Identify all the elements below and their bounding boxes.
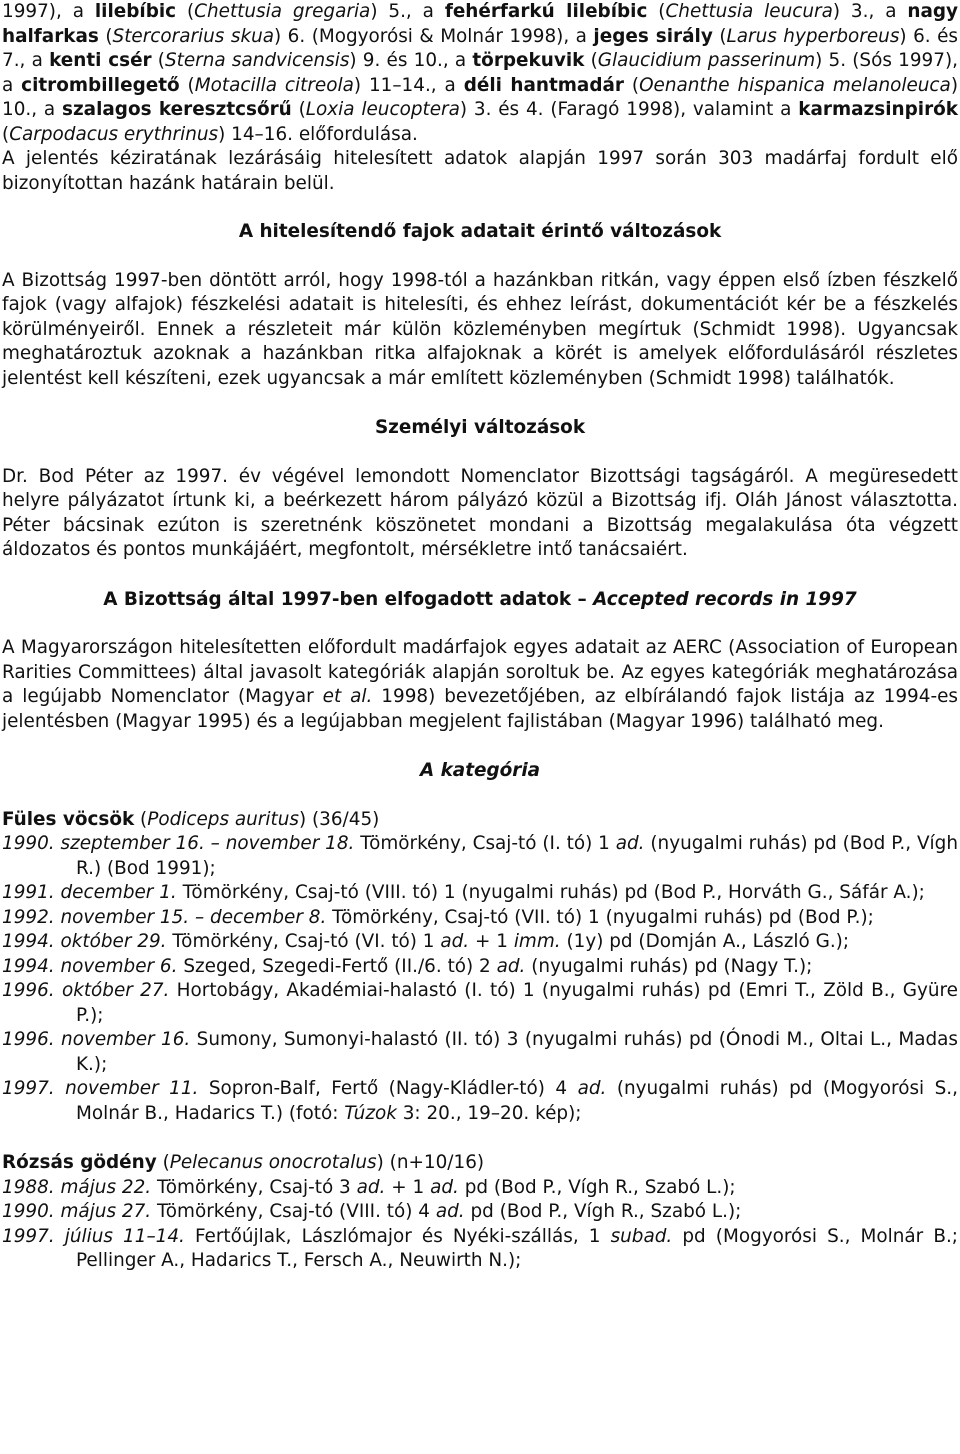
species-latin: Pelecanus onocrotalus <box>169 1152 377 1173</box>
text-run: A Magyarországon hitelesítetten előfordult madárfajok egyes adatait az AERC (Association of European Rarities Committees) által javasolt kategóriák alapján soroltuk be. Az egyes kategóriák meghatározása a legújabb Nomenclator (Magyar <box>2 637 958 707</box>
text-run: Hortobágy, Akadémiai-halastó (I. tó) 1 (nyugalmi ruhás) pd (Emri T., Zöld B., Gyüre P.); <box>76 980 958 1026</box>
category-a-title <box>2 759 958 784</box>
text-run: ( <box>2 123 10 145</box>
italic-text: 1997. július 11–14. <box>2 1225 185 1247</box>
record-entry <box>2 881 958 906</box>
section-title-personal: Személyi változások <box>374 417 586 438</box>
bold-text: jeges sirály <box>593 25 713 47</box>
text-run: ) 3. és 4. (Faragó 1998), valamint a <box>459 99 799 120</box>
bold-text: déli hantmadár <box>463 74 624 96</box>
category-a-title-text: A kategória <box>419 760 541 781</box>
italic-text: 1994. október 29. <box>2 931 167 952</box>
bold-text: lilebíbic <box>94 1 177 22</box>
text-run: Tömörkény, Csaj-tó (VIII. tó) 1 (nyugalmi ruhás) pd (Bod P., Horváth G., Sáfár A.); <box>176 882 925 903</box>
italic-text: 1997. november 11. <box>2 1078 199 1099</box>
bold-text: nagy halfarkas <box>2 1 959 47</box>
text-run: 1998) bevezetőjében, az elbírálandó fajok listája az 1994-es jelentésben (Magyar 1995) és a legújabban megjelent fajlistában (Magyar 1996) található meg. <box>2 686 958 732</box>
species-heading: Rózsás gödény (Pelecanus onocrotalus) (n+10/16) <box>2 1152 485 1173</box>
record-entry <box>2 906 958 931</box>
text-run: + 1 <box>469 931 514 952</box>
text-run: Tömörkény, Csaj-tó (VII. tó) 1 (nyugalmi ruhás) pd (Bod P.); <box>326 906 874 928</box>
text-run: pd (Mogyorósi S., Molnár B.; Pellinger A., Hadarics T., Fersch A., Neuwirth N.); <box>76 1225 958 1271</box>
bold-text: kenti csér <box>49 50 152 71</box>
section-body-personal: Dr. Bod Péter az 1997. év végével lemondott Nomenclator Bizottsági tagságáról. A megüresedett helyre pályázatot írtunk ki, a beérkezett három pályázó közül a Bizottság ifj. Oláh Jánost választotta. Péter bácsinak ezúton is szeretnénk köszönetet mondani a Bizottság megalakulása óta végzett áldozatos és pontos munkájáért, megfontolt, mérsékletre intő tanácsaiért. <box>2 465 958 560</box>
text-run: ( <box>647 1 666 22</box>
bold-text: törpekuvik <box>472 50 585 71</box>
italic-text: Glaucidium passerinum <box>597 50 816 71</box>
record-entry <box>2 930 958 955</box>
italic-text: Stercorarius skua <box>112 25 275 47</box>
italic-text: ad. <box>356 1176 386 1198</box>
species-count: (n+10/16) <box>389 1152 485 1173</box>
text-run: 1997), a <box>2 1 95 22</box>
text-run: ( <box>151 50 165 71</box>
record-entry <box>2 979 958 1028</box>
text-run: + 1 <box>385 1176 431 1198</box>
text-run: Tömörkény, Csaj-tó (I. tó) 1 <box>354 833 616 854</box>
record-entry <box>2 1028 958 1077</box>
italic-text: Loxia leucoptera <box>305 99 460 120</box>
text-run: ( <box>712 25 727 47</box>
record-entry <box>2 955 958 980</box>
text-run: ( <box>176 1 195 22</box>
italic-text: Chettusia gregaria <box>194 1 371 22</box>
text-run: Szeged, Szegedi-Fertő (II./6. tó) 2 <box>177 955 497 977</box>
species-heading: Füles vöcsök (Podiceps auritus) (36/45) <box>2 808 380 830</box>
text-run: Fertőújlak, Lászlómajor és Nyéki-szállás, 1 <box>184 1225 611 1247</box>
bold-text: szalagos keresztcsőrű <box>62 99 292 120</box>
italic-text: Larus hyperboreus <box>726 25 900 47</box>
italic-text: 1996. november 16. <box>2 1029 191 1050</box>
text-run: (nyugalmi ruhás) pd (Bod P., Vígh R.) (Bod 1991); <box>76 833 958 879</box>
italic-text: ad. <box>440 931 470 952</box>
text-run: pd (Bod P., Vígh R., Szabó L.); <box>458 1176 736 1198</box>
italic-text: Carpodacus erythrinus <box>9 123 219 145</box>
intro-summary: A jelentés kéziratának lezárásáig hitelesített adatok alapján 1997 során 303 madárfaj fordult elő bizonyítottan hazánk határain belül. <box>2 148 958 194</box>
text-run: ) 6. (Mogyorósi & Molnár 1998), a <box>274 25 594 47</box>
section-body-accepted <box>2 636 958 734</box>
text-run: 3: 20., 19–20. kép); <box>396 1102 582 1124</box>
section-title-accepted <box>2 588 958 613</box>
italic-text: ad. <box>435 1201 465 1222</box>
italic-text: ad. <box>430 1176 459 1198</box>
record-entry <box>2 1077 958 1126</box>
record-entry <box>2 1200 958 1225</box>
text-run: ) 5., a <box>370 1 445 22</box>
text-run: Tömörkény, Csaj-tó (VI. tó) 1 <box>166 931 441 952</box>
italic-text: 1991. december 1. <box>2 882 177 903</box>
species-latin: Podiceps auritus <box>147 808 299 830</box>
text-run: Tömörkény, Csaj-tó 3 <box>151 1176 357 1198</box>
species-list <box>2 808 958 1274</box>
text-run: pd (Bod P., Vígh R., Szabó L.); <box>464 1201 742 1222</box>
italic-text: imm. <box>513 931 561 952</box>
section-title-changes: A hitelesítendő fajok adatait érintő változások <box>238 221 722 242</box>
text-run: (nyugalmi ruhás) pd (Mogyorósi S., Molnár B., Hadarics T.) (fotó: <box>76 1078 958 1124</box>
text-run: ) 9. és 10., a <box>349 50 473 71</box>
record-entry <box>2 1225 958 1274</box>
species-count: (36/45) <box>311 808 380 830</box>
text-run: ) 3., a <box>832 1 908 22</box>
italic-text: 1996. október 27. <box>2 980 170 1001</box>
text-run: Sopron-Balf, Fertő (Nagy-Kládler-tó) 4 <box>198 1078 578 1099</box>
bold-text: fehérfarkú lilebíbic <box>444 1 648 22</box>
italic-text: Motacilla citreola <box>194 74 354 96</box>
species-name: Füles vöcsök <box>2 808 135 830</box>
record-entry <box>2 1176 958 1201</box>
text-run: ( <box>291 99 306 120</box>
bold-text: citrombillegető <box>21 74 180 96</box>
text-run: ( <box>179 74 195 96</box>
section-title-accepted-plain: A Bizottság által 1997-ben elfogadott adatok – <box>103 588 594 610</box>
section-title-accepted-italic: Accepted records in 1997 <box>593 588 857 610</box>
record-entry <box>2 832 958 881</box>
text-run: Tömörkény, Csaj-tó (VIII. tó) 4 <box>151 1201 436 1222</box>
text-run: (1y) pd (Domján A., László G.); <box>560 931 850 952</box>
text-run: ) 10., a <box>2 74 958 120</box>
species-name: Rózsás gödény <box>2 1152 157 1173</box>
text-run: ) 11–14., a <box>353 74 464 96</box>
text-run: Sumony, Sumonyi-halastó (II. tó) 3 (nyugalmi ruhás) pd (Ónodi M., Oltai L., Madas K.); <box>76 1029 958 1075</box>
intro-paragraph <box>2 0 958 147</box>
italic-text: 1990. május 27. <box>2 1201 152 1222</box>
italic-text: subad. <box>610 1225 673 1247</box>
italic-text: ad. <box>577 1078 607 1099</box>
text-run: ) 14–16. előfordulása. <box>218 123 418 145</box>
text-run: ( <box>584 50 598 71</box>
text-run: ) 5. (Sós 1997), a <box>2 50 958 96</box>
italic-text: ad. <box>496 955 526 977</box>
italic-text: et al. <box>322 686 373 707</box>
italic-text: Túzok <box>344 1102 397 1124</box>
text-run: ( <box>98 25 113 47</box>
section-body-changes: A Bizottság 1997-ben döntött arról, hogy 1998-tól a hazánkban ritkán, vagy éppen első ízben fészkelő fajok (vagy alfajok) fészkelési adatait is hitelesíti, és ehhez leírást, dokumentációt kér be a fészkelés körülményeiről. Ennek a részleteit már külön közleményben megírtuk (Schmidt 1998). Ugyancsak meghatároztuk azoknak a hazánkban ritka alfajoknak a körét is amelyek előfordulásáról részletes jelentést kell készíteni, ezek ugyancsak a már említett közleményben (Schmidt 1998) találhatók. <box>2 269 958 389</box>
text-run: ( <box>623 74 640 96</box>
bold-text: karmazsinpirók <box>798 99 958 120</box>
italic-text: Sterna sandvicensis <box>164 50 350 71</box>
italic-text: 1988. május 22. <box>2 1176 152 1198</box>
text-run: ) 6. és 7., a <box>2 25 958 71</box>
italic-text: Chettusia leucura <box>665 1 833 22</box>
italic-text: 1994. november 6. <box>2 955 178 977</box>
italic-text: ad. <box>615 833 645 854</box>
italic-text: 1992. november 15. – december 8. <box>2 906 327 928</box>
italic-text: 1990. szeptember 16. – november 18. <box>2 833 355 854</box>
italic-text: Oenanthe hispanica melanoleuca <box>639 74 951 96</box>
text-run: (nyugalmi ruhás) pd (Nagy T.); <box>525 955 813 977</box>
